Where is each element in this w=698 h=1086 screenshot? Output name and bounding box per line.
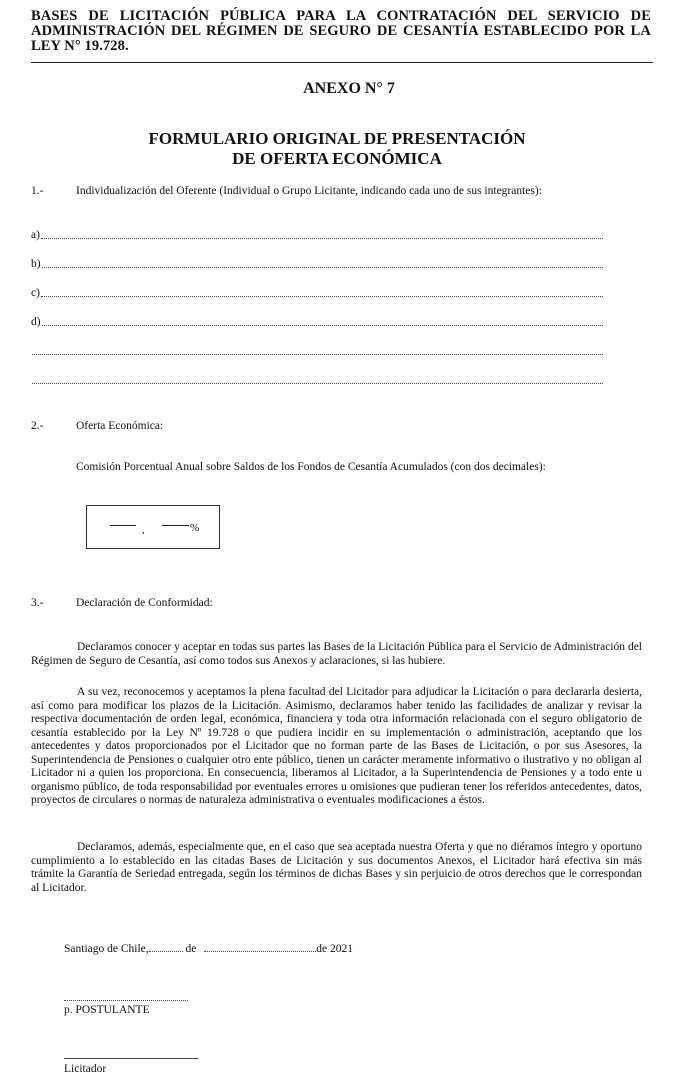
bidder-field-d-label: d) — [31, 316, 41, 328]
declaration-paragraph-2: A su vez, reconocemos y aceptamos la plena facultad del Licitador para adjudicar la Licitación o para declararla desierta, así como para modificar los plazos de la Licitación. Asimismo, declaramos haber tenido las facilidades de analizar y revisar la respectiva documentación de orden legal, económica, financiera y toda otra información relacionada con el seguro obligatorio de cesantía establecido por la Ley Nº 19.728 o que pudiera incidir en su implementación o administración, aceptando que los antecedentes y datos proporcionados por el Licitador que no forman parte de las Bases de Licitación, o por sus Asesores, la Superintendencia de Pensiones o cualquier otro ente público, tienen un carácter meramente informativo o ilustrativo y no obligan al Licitador ni a quien los proporciona. En consecuencia, liberamos al Licitador, a la Superintendencia de Pensiones y a todo ente u organismo público, de toda responsabilidad por eventuales errores u omisiones que pudieran tener los referidos antecedentes, datos, proyectos de circulares o normas de naturaleza administrativa o eventuales modificaciones a éstos. — [31, 686, 642, 806]
year-label: de 2021 — [316, 943, 353, 955]
section-3-number: 3.- — [31, 597, 44, 609]
section-3-label: Declaración de Conformidad: — [76, 597, 213, 609]
bidder-field-c[interactable] — [31, 286, 603, 299]
bidder-field-a-label: a) — [31, 229, 40, 241]
month-prefix: de — [185, 943, 197, 955]
form-title-line-2: DE OFERTA ECONÓMICA — [232, 149, 442, 168]
declaration-paragraph-1: Declaramos conocer y aceptar en todas sus partes las Bases de la Licitación Pública para el Servicio de Administración del Régimen de Seguro de Cesantía, así como todos sus Anexos y aclaraciones, si las hubiere. — [31, 641, 642, 667]
bidder-field-d[interactable] — [31, 315, 603, 328]
licitador-signature-line[interactable] — [64, 1058, 198, 1059]
section-1-number: 1.- — [31, 185, 44, 197]
bidder-field-b-label: b) — [31, 258, 41, 270]
header-divider — [31, 62, 653, 63]
percent-sign: % — [190, 522, 200, 534]
section-2-label: Oferta Económica: — [76, 420, 164, 432]
bidder-field-extra-2[interactable] — [31, 373, 603, 386]
day-blank[interactable] — [149, 951, 183, 952]
bidder-field-a[interactable] — [31, 228, 603, 241]
postulante-label: p. POSTULANTE — [64, 1004, 150, 1016]
commission-label: Comisión Porcentual Anual sobre Saldos de los Fondos de Cesantía Acumulados (con dos decimales): — [76, 461, 546, 473]
commission-integer-blank[interactable] — [110, 524, 136, 526]
declaration-paragraph-3: Declaramos, además, especialmente que, en el caso que sea aceptada nuestra Oferta y que no diéramos íntegro y oportuno cumplimiento a lo establecido en las citadas Bases de Licitación y sus documentos Anexos, el Licitador hará efectiva sin más trámite la Garantía de Seriedad entregada, según los términos de dichas Bases y sin perjuicio de otros derechos que le correspondan al Licitador. — [31, 841, 642, 894]
commission-input-box[interactable] — [86, 505, 220, 549]
bidder-field-c-label: c) — [31, 287, 40, 299]
licitador-label: Licitador — [64, 1063, 107, 1075]
place-date-line — [64, 943, 353, 955]
annex-number: ANEXO N° 7 — [303, 80, 395, 97]
commission-decimal-blank[interactable] — [162, 524, 189, 526]
month-blank[interactable] — [204, 951, 316, 952]
form-title — [0, 129, 674, 169]
place-label: Santiago de Chile, — [64, 943, 149, 955]
bidder-field-b[interactable] — [31, 257, 603, 270]
bidder-field-extra-1[interactable] — [31, 344, 603, 357]
document-header-title: BASES DE LICITACIÓN PÚBLICA PARA LA CONTRATACIÓN DEL SERVICIO DE ADMINISTRACIÓN DEL RÉGIMEN DE SEGURO DE CESANTÍA ESTABLECIDO POR LA LEY N° 19.728. — [31, 8, 651, 54]
section-1-label: Individualización del Oferente (Individual o Grupo Licitante, indicando cada uno de sus integrantes): — [76, 185, 542, 197]
section-2-number: 2.- — [31, 420, 44, 432]
form-title-line-1: FORMULARIO ORIGINAL DE PRESENTACIÓN — [148, 129, 526, 148]
decimal-separator: , — [142, 524, 145, 536]
postulante-signature-line[interactable] — [64, 1000, 188, 1001]
